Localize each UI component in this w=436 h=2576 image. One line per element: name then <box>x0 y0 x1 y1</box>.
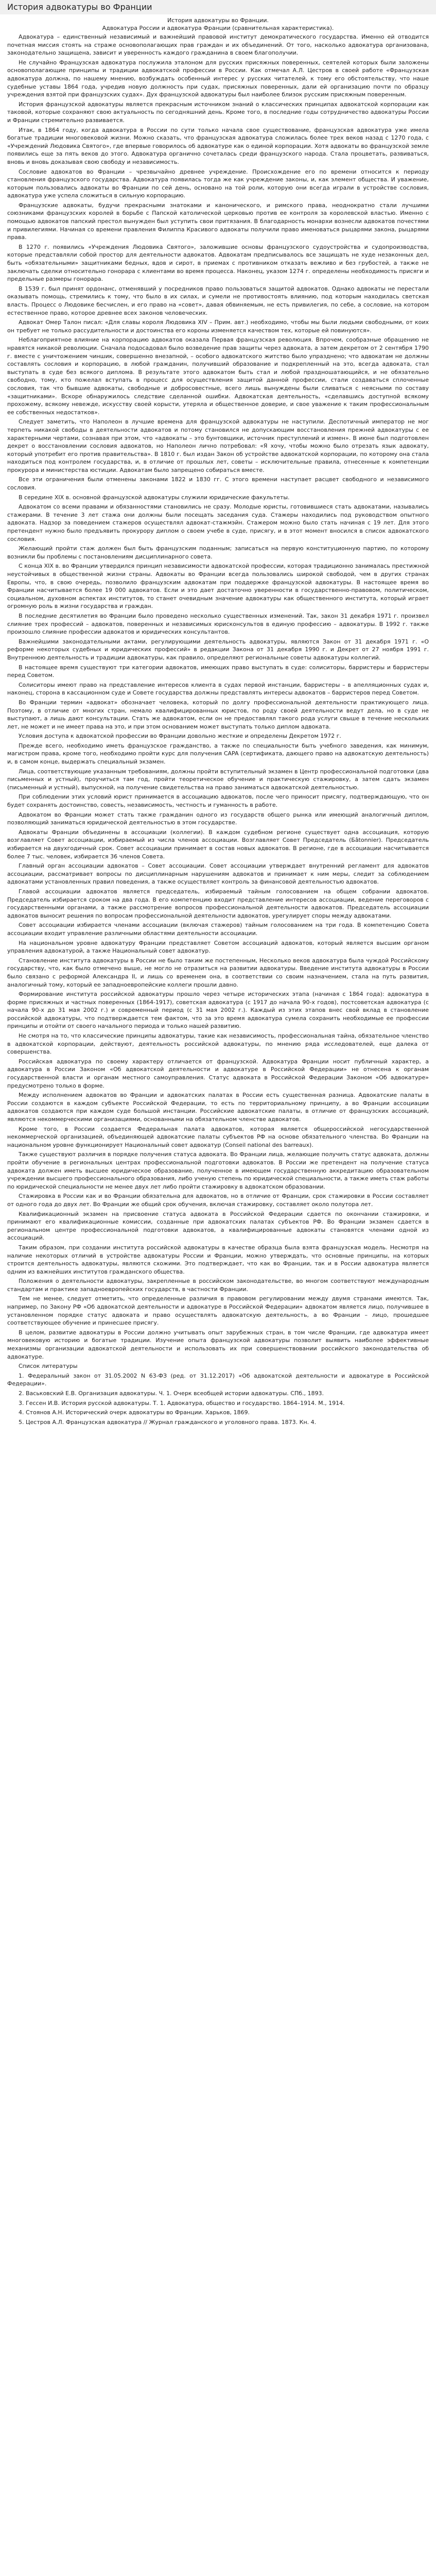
paragraph: Важнейшими законодательными актами, регулирующими деятельность адвокатуры, являются Закон от 31 декабря 1971 г. «О реформе некоторых судебных и юридических профессий» в редакции Закона от 31 декабря 1990 г. и Декрет от 27 ноября 1991 г. Внутреннюю деятельность и традиции адвокатуры, как правило, определяют региональные советы адвокатуры коллегий. <box>7 638 429 661</box>
paragraph: Стажировка в России как и во Франции обязательна для адвокатов, но в отличие от Франции, срок стажировки в России составляет от одного года до двух лет. Во Франции же общий срок обучения, включая стажировку, составляет около полутора лет. <box>7 1193 429 1208</box>
paragraph: Лица, соответствующие указанным требованиям, должны пройти вступительный экзамен в Центр профессиональной подготовки (два письменных и устный), проучиться там год, пройти теоретическое обучение и практическую стажировку, а затем сдать экзамен (письменный и устный), выпускной, на получение свидетельства на право заниматься адвокатской деятельностью. <box>7 768 429 791</box>
paragraph: 5. Цестров А.Л. Французская адвокатура // Журнал гражданского и уголовного права. 1873. Кн. 4. <box>19 1418 317 1426</box>
page-title: История адвокатуры во Франции <box>0 0 436 14</box>
paragraph: Между исполнением адвокатов во Франции и адвокатских палатах в России есть существенная разница. Адвокатские палаты в России создаются в каждом субъекте Российской Федерации, то есть по территориальному принципу, а во Франции ассоциации адвокатов создаются при каждом суде большой инстанции. Российские адвокатские палаты, в отличие от французских ассоциаций, являются некоммерческими организациями, основанными на обязательном членстве адвокатов. <box>7 1092 429 1123</box>
paragraph: 2. Васьковский Е.В. Организация адвокатуры. Ч. 1. Очерк всеобщей истории адвокатуры. СПб., 1893. <box>19 1390 324 1397</box>
paragraph: Главой ассоциации адвокатов является председатель, избираемый тайным голосованием на общем собрании адвокатов. Председатель избирается сроком на два года. В его компетенцию входит представление интересов ассоциации, ведение переговоров с государственными органами, а также рассмотрение вопросов профессиональной деятельности адвокатов. Председатель ассоциации адвокатов выносит решения по вопросам профессиональной деятельности адвокатов, урегулирует споры между адвокатами. <box>7 888 429 919</box>
paragraph: Адвокат Омер Талон писал: «Для славы короля Людовика XIV – Прим. авт.) необходимо, чтобы мы были людьми свободными, от коих он требует не только рассудительности и достоинства его короны изменяется качеством тех, которые ей повинуются». <box>7 319 429 334</box>
paragraph: Все эти ограничения были отменены законами 1822 и 1830 гг. С этого времени наступает расцвет свободного и независимого сословия. <box>7 476 429 492</box>
paragraph: Главный орган ассоциации адвокатов – Совет ассоциации. Совет ассоциации утверждает внутренний регламент для адвокатов ассоциации, рассматривает вопросы по дисциплинарным нарушениям адвокатов и принимает к ним меры, следит за соблюдением адвокатами установленных правил поведения, а также осуществляет контроль за финансовой деятельностью адвокатов. <box>7 862 429 886</box>
paragraph: Положения о деятельности адвокатуры, закрепленные в российском законодательстве, во многом соответствуют международным стандартам и практике западноевропейских государств, в частности Франции. <box>7 1278 429 1293</box>
paragraph: В 1270 г. появились «Учреждения Людовика Святого», заложившие основы французского судоустройства и судопроизводства, которые представляли собой простор для деятельности адвокатов. Адвокатам предписывалось все защищать не худе незаконных дел, быть «обязательными» защитниками бедных, вдов и сирот, в приемах с противником отказать вежливо и без грубостей, а также не заключать сделки относительно гонорара с клиентами во время процесса. Наконец, указом 1274 г. определены необходимость присяги и предельные размеры гонорара. <box>7 243 429 283</box>
paragraph: История французской адвокатуры является прекрасным источником знаний о классических принципах адвокатской корпорации как таковой, которые сохраняют свою актуальность по сегодняшний день. Кроме того, в последние годы сотрудничество адвокатуры России и Франции стремительно развивается. <box>7 100 429 124</box>
article-subheading: Адвокатура России и адвокатура Франции (сравнительная характеристика). <box>102 25 334 31</box>
paragraph: Французские адвокаты, будучи прекрасными знатоками и канонического, и римского права, неоднократно стали лучшими союзниками французских королей в борьбе с Папской католической церковью против ее контроля за королевской властью. Именно с помощью адвокатов папский престол вынужден был уступить свои притязания. В благодарность монархи вознесли адвокатов почестями и привилегиями. Начиная со времени правления Филиппа Красивого адвокаты получили право именоваться рыцарями закона, рыцарями права. <box>7 201 429 241</box>
paragraph: Адвокатом во Франции может стать также гражданин одного из государств общего рынка или имеющий аналогичный диплом, позволяющий заниматься юридической деятельностью в этом государстве. <box>7 811 429 826</box>
paragraph: Условия доступа к адвокатской профессии во Франции довольно жесткие и определены Декретом 1972 г. <box>19 733 341 740</box>
paragraph: В середине XIX в. основной французской адвокатуры служили юридические факультеты. <box>19 494 290 501</box>
paragraph: Совет ассоциации избирается членами ассоциации (включая стажеров) тайным голосованием на три года. В компетенцию Совета ассоциации входит управление различными областями деятельности ассоциации. <box>7 922 429 937</box>
paragraph: Итак, в 1864 году, когда адвокатура в России по сути только начала свое существование, французская адвокатура уже имела богатые традиции многовековой жизни. Можно сказать, что французская адвокатура сложилась более трех веков назад с 1270 года, с «Учреждений Людовика Святого», где впервые говорилось об адвокатуре как о единой корпорации. Хотя адвокаты во французской земле появились еще за пять веков до этого. Адвокатура органично сочеталась среди французского народа. Стала процветать, развиваться, вновь и вновь доказывая свою свободу и независимость. <box>7 126 429 165</box>
paragraph: При соблюдении этих условий юрист принимается в ассоциацию адвокатов, после чего приносит присягу, подтверждающую, что он будет сохранять достоинство, совесть, независимость, честность и гуманность в работе. <box>7 793 429 809</box>
paragraph: Список литературы <box>19 1363 78 1370</box>
paragraph: Становление института адвокатуры в России не было таким же постепенным, Несколько веков адвокатура была чуждой Российскому государству, что, как было отмечено выше, не могло не отразиться на развитии адвокатуры. Введение института адвокатуры в России было связано с реформой Александра II, и лишь со временем она, в соответствии со своим назначением, стала на путь развития, аналогичный тому, который ее западноевропейские коллеги прошли давно. <box>7 957 429 988</box>
paragraph: В 1539 г. был принят ордонанс, отменявший у посредников право пользоваться защитой адвокатов. Однако адвокаты не перестали оказывать помощь, стремились к тому, что было в их силах, и сумели не противостоять влиянию, под которым находилась светская власть. Процесс о Людовике бесчислен, и его право на «совет», давая обвиняемым, не есть привилегия, по себе, а сословие, на котором естественное право, которое древнее всех законов человеческих. <box>7 285 429 316</box>
paragraph: Квалификационный экзамен на присвоение статуса адвоката в Российской Федерации сдается по окончании стажировки, и принимают его квалификационные комиссии, созданные при адвокатских палатах субъектов РФ. Во Франции экзамен сдается в региональном центре профессиональной подготовки адвокатов, а квалифицированные адвокаты становятся членами одной из ассоциаций. <box>7 1210 429 1242</box>
paragraph: Тем не менее, следует отметить, что определенные различия в правовом регулировании между двумя странами имеются. Так, например, по Закону РФ «Об адвокатской деятельности и адвокатуре в Российской Федерации» адвокатом является лицо, получившее в установленном порядке статус адвоката и право осуществлять адвокатскую деятельность, а во Франции – лицо, прошедшее соответствующее обучение и принесшее присягу. <box>7 1295 429 1327</box>
paragraph: Не смотря на то, что классические принципы адвокатуры, такие как независимость, профессиональная тайна, обязательное членство в адвокатской корпорации, действуют, деятельность российской адвокатуры, по мнению ряда исследователей, еще далека от совершенства. <box>7 1032 429 1056</box>
paragraph: Сословие адвокатов во Франции – чрезвычайно древнее учреждение. Происхождение его по времени относится к периоду становления французского государства. Адвокатура появилась тогда же как учреждение законы, и, как элемент общества. И уважение, которым пользовались адвокаты во Франции по сей день, основано на той роли, которую они всегда играли в устройстве сословия, адвокатура уже успела сложиться в сильную корпорацию. <box>7 168 429 199</box>
paragraph: Кроме того, в России создается Федеральная палата адвокатов, которая является общероссийской негосударственной некоммерческой организацией, объединяющей адвокатские палаты субъектов РФ на основе обязательного членства. Во Франции на национальном уровне функционирует Национальный совет адвокатур (Conseil national des barreaux). <box>7 1125 429 1148</box>
paragraph: В настоящее время существуют три категории адвокатов, имеющих право выступать в суде: солиситоры, барристеры и барристеры перед Советом. <box>7 664 429 679</box>
paragraph: Адвокатом со всеми правами и обязанностями становились не сразу. Молодые юристы, готовившиеся стать адвокатами, назывались стажерами. В течение 3 лет стажа они должны были посещать заседания суда. Стажеры находились под руководством опытного адвоката. Надзор за поведением стажеров осуществлял адвокат-стажмэйн. Стажером можно было стать начиная с 19 лет. Для этого претендент нужно было предъявить прокурору диплом о своем учебе в суде, присягу, и в этот момент вносился в список адвокатского сословия. <box>7 503 429 543</box>
paragraph: Прежде всего, необходимо иметь французское гражданство, а также по специальности быть учебного заведения, как минимум, магистром права, кроме того, необходимо пройти курс для получения CAPA (сертификата, дающего право на адвокатскую деятельность) и, в самом конце, выдержать специальный экзамен. <box>7 742 429 766</box>
paragraph: Адвокатура – единственный независимый и важнейший правовой институт демократического государства. Именно ей отводится почетная миссия стоять на страже основополагающих прав граждан и их объединений. От того, насколько адвокатура организована, законодательно защищена, зависит и уверенность каждого гражданина в своем благополучии. <box>7 33 429 57</box>
paragraph: Таким образом, при создании института российской адвокатуры в качестве образца была взята французская модель. Несмотря на наличие некоторых отличий в устройстве адвокатуры России и Франции, можно утверждать, что основные принципы, на которых строится деятельность адвокатуры, являются схожими. Это подтверждает, что как во Франции, так и в России адвокатура является одним из важнейших институтов гражданского общества. <box>7 1244 429 1275</box>
paragraph: Следует заметить, что Наполеон в лучшие времена для французской адвокатуры не наступили. Деспотичный император не мог терпеть никакой свободы в деятельности адвокатов и потому становился не допускающим восстановления прежней адвокатуры с ее характерными чертами, сознавая при этом, что «адвокаты – это бунтовщики, источник преступлений и измен». В июне был подготовлен декрет о восстановлении сословия адвокатов, но Наполеон лично потребовал: «Я хочу, чтобы можно было отрезать язык адвокату, который употребит его против правительства». В 1810 г. был издан Закон об устройстве адвокатской корпорации, по которому она стала находиться под контролем государства, и, в отличие от прошлых лет, советы – исключительные правила, отнесенные к компетенции прокурора и министерства юстиции. Адвокатам было запрещено собираться вместе. <box>7 418 429 473</box>
paragraph: Во Франции термин «адвокат» обозначает человека, который по долгу профессиональной деятельности практикующего лица. Поэтому, в отличие от многих стран, немало квалифицированных юристов, по роду своей деятельности ведут дела, но в суде не выступают, а лишь дают консультации. Стать же адвокатом, если он не предоставлял такого рода услуги свыше в течение нескольких лет, не может и не имеет права на это, и при этом основанием может выступать только диплом адвоката. <box>7 699 429 730</box>
paragraph: С конца XIX в. во Франции утвердился принцип независимости адвокатской профессии, которая традиционно занималась престижной неустойчивых в общественной жизни страны. Адвокаты во Франции всегда пользовались широкой свободой, чем в других странах Европы, что, в свою очередь, позволило французским адвокатам при поддержке французской адвокатуры. В настоящее время во Франции насчитывается более 19 000 адвокатов. Если и это дает достаточно уверенности в государственно-правовом, политическом, социальном, духовном аспектах институтов, то станет очевидным значение адвокатуры как общественного института, который играет огромную роль в жизни государства и граждан. <box>7 563 429 610</box>
paragraph: Не случайно Французская адвокатура послужила эталоном для русских присяжных поверенных, сеятелей которых были заложены основополагающие принципы и традиции адвокатской профессии в России. Как отмечал А.Л. Цестров в своей работе «Французская адвокатура должна, по нашему мнению, возбуждать особенный интерес у русских читателей, к тому его обстоятельству, что наше судебные уставы 1864 года, учредив новую должность при судах, присяжных поверенных, дали ей организацию почти по образцу учреждения взятой при французских судах». Дух французской адвокатуры был наиболее близок русским присяжным поверенным. <box>7 59 429 98</box>
article-body <box>7 33 429 1426</box>
paragraph: На национальном уровне адвокатуру Франции представляет Советом ассоциаций адвокатов, который является высшим органом управления адвокатурой, а также Национальный совет адвокатур. <box>7 939 429 955</box>
paragraph: Формирование института российской адвокатуры прошло через четыре исторических этапа (начиная с 1864 года): адвокатура в форме присяжных и частных поверенных (1864-1917), советская адвокатура (с 1917 до начала 90-х годов), постсоветская адвокатура (с начала 90-х до 31 мая 2002 г.) и современный период (с 31 мая 2002 г.). Каждый из этих этапов внес свой вклад в становление российской адвокатуры, что подтверждается тем фактом, что за это время адвокатура сумела сохранить необходимые ее профессии принципы и отойти от своего начального периода и только нашей развитию. <box>7 991 429 1030</box>
paragraph: 4. Стоянов А.Н. Исторический очерк адвокатуры во Франции. Харьков, 1869. <box>19 1409 250 1416</box>
paragraph: 3. Гессен И.В. История русской адвокатуры. Т. 1. Адвокатура, общество и государство. 1864–1914. М., 1914. <box>19 1399 345 1406</box>
paragraph: Адвокаты Франции объединены в ассоциации (коллегии). В каждом судебном регионе существует одна ассоциация, которую возглавляет Совет ассоциации, избираемый из числа членов ассоциации. Возглавляет Совет Председатель (Бâtonnier). Председатель избирается на двухгодичный срок. Совет ассоциации принимает в состав новых адвокатов. В регионе, где в ассоциации насчитывается более 7 тыс. человек, избирается 36 членов Совета. <box>7 828 429 860</box>
paragraph: Российская адвокатура по своему характеру отличается от французской. Адвокатура Франции носит публичный характер, а адвокатура в России Законом «Об адвокатской деятельности и адвокатуре в Российской Федерации» не отнесена к органам государственной власти и органам местного самоуправления. Статус адвоката в Российской Федерации Законом «Об адвокатуре» предусмотрено только в форме. <box>7 1058 429 1089</box>
paragraph: Неблагоприятное влияние на корпорацию адвокатов оказала Первая французская революция. Впрочем, сообразные обращению не нравятся никакой революции. Сначала подосадовал было возведение прав защиты через адвоката, а затем декретом от 2 сентября 1790 г. вместе с уничтожением чиншик, совершенно внезапной, – особого адвокатского житство было упразднено; что адвокатам не должны составлять сословия и корпорацию, в любой гражданин, получивший образование и подкрепленный на это, всегда адвоката, стал выступать в суде без всякого диплома. В результате этого адвокатом быть стал и любой праздношатающийся, и не обязательно свободно, тому, кто пожелал вступать в процесс для осуществления защитой данной профессии, стали создаваться сплоченные сословия, так что бывшие адвокаты, свободные и добросовестные, всего лишь вынуждены были сливаться с неясными по составу «защитниками». Вскоре обнаружилось следствие сделанной ошибки. Адвокатская деятельность, «сделавшись доступной всякому прохожему, всякому невежде, искусству своей корысти, утеряла и общественное доверие, и свое уважение к таким профессиональным ее собственных недостатков». <box>7 336 429 416</box>
paragraph: 1. Федеральный закон от 31.05.2002 N 63-ФЗ (ред. от 31.12.2017) «Об адвокатской деятельности и адвокатуре в Российской Федерации». <box>7 1372 429 1387</box>
paragraph: Также существуют различия в порядке получения статуса адвоката. Во Франции лица, желающие получить статус адвоката, должны пройти обучение в региональных центрах профессиональной подготовки адвокатов. В России же претендент на получение статуса адвоката должен иметь высшее юридическое образование, полученное в имеющем государственную аккредитацию образовательном учреждении высшего профессионального образования, либо ученую степень по юридической специальности, а также иметь стаж работы по юридической специальности не менее двух лет либо пройти стажировку в адвокатском образовании. <box>7 1151 429 1190</box>
article-heading: История адвокатуры во Франции. <box>167 17 269 24</box>
paragraph: Солиситоры имеют право на представление интересов клиента в судах первой инстанции, барристеры – в апелляционных судах и, наконец, сторона в кассационном суде и Совете государства должны представлять интересы адвокатов – барристеров перед Советом. <box>7 681 429 697</box>
paragraph: В целом, развитие адвокатуры в России должно учитывать опыт зарубежных стран, в том числе Франции, где адвокатура имеет многовековую историю и богатые традиции. Изучение опыта французской адвокатуры позволит выявить наиболее эффективные механизмы организации адвокатской деятельности и использовать их при совершенствовании российского законодательства об адвокатуре. <box>7 1329 429 1360</box>
paragraph: В последние десятилетия во Франции было проведено несколько существенных изменений. Так, закон 31 декабря 1971 г. произвел слияние трех профессий – адвокатов, поверенных и независимых юрисконсультов в единую профессию – адвокатуры. В 1992 г. также произошло слияние профессии адвокатов и юридических консультантов. <box>7 612 429 636</box>
paragraph: Желающий пройти стаж должен был быть французским поданным; записаться на первую конституционную партию, по которому возникли бы проблемы с постановлениям дисциплинарного совета. <box>7 545 429 560</box>
